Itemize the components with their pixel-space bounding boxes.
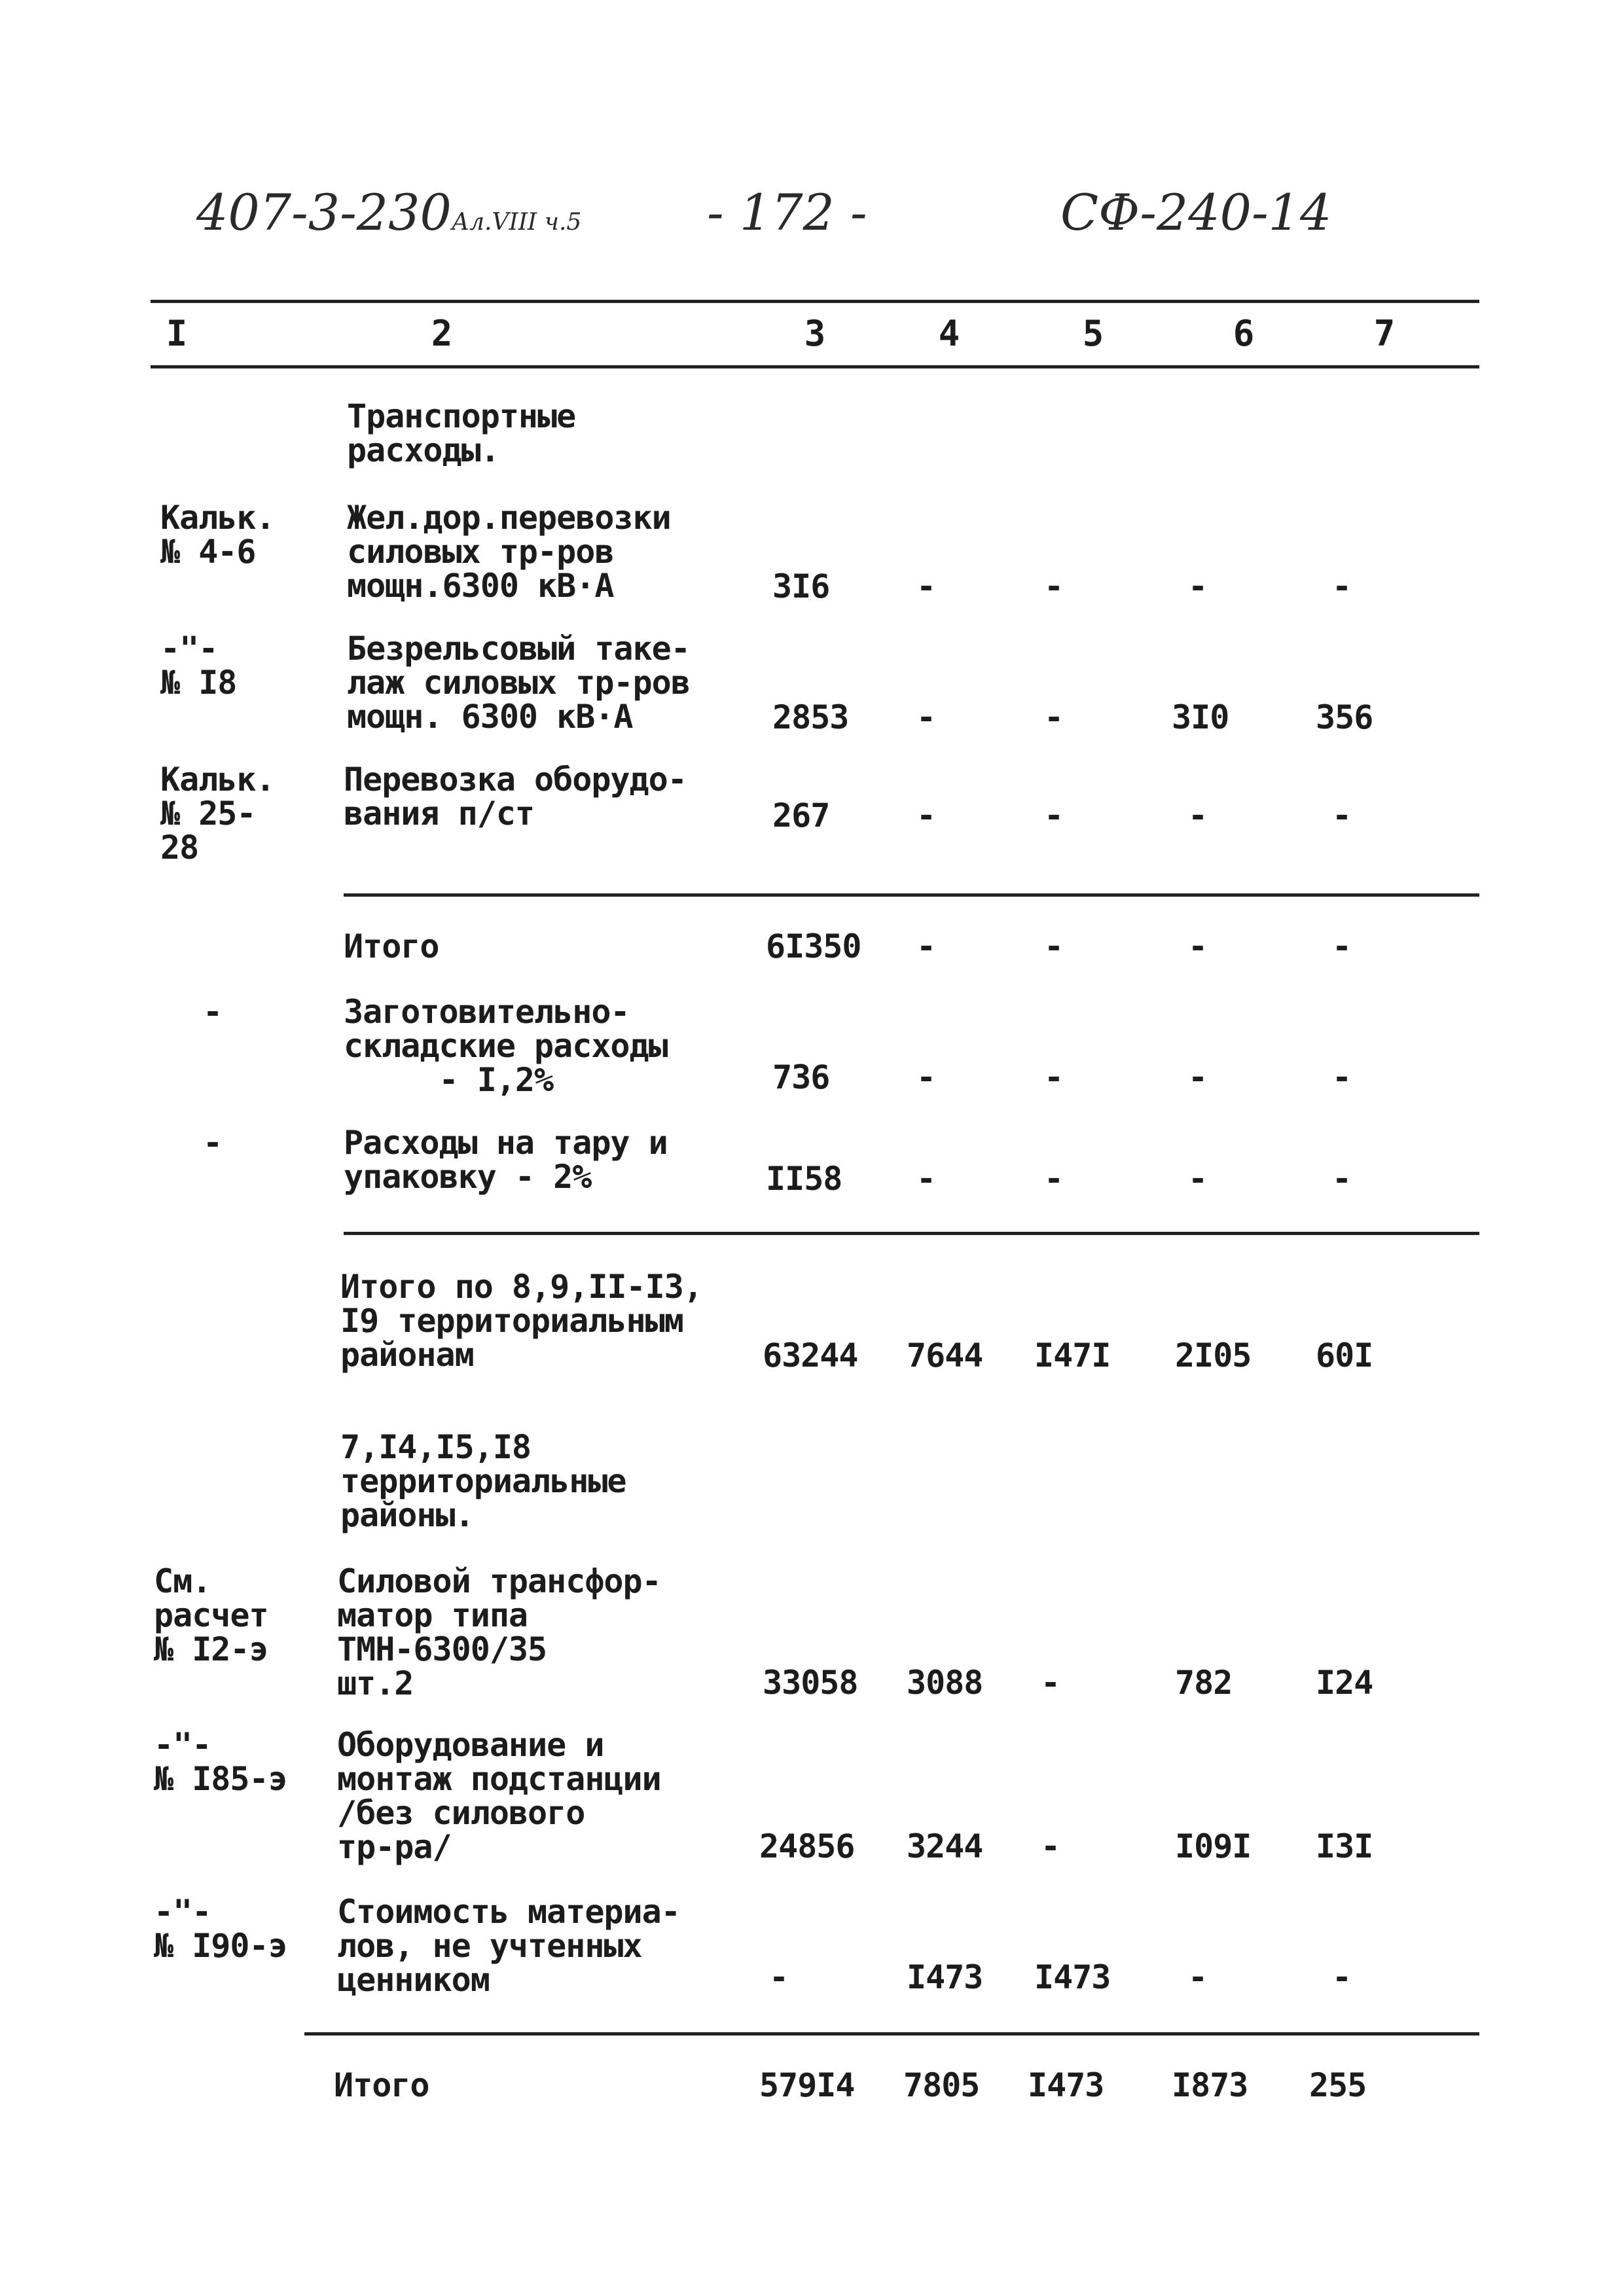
column-header-3: 3 (804, 313, 826, 354)
subtotal-rule-2 (344, 1232, 1479, 1235)
row-4-col4: - (916, 797, 936, 834)
row-5-col6: - (1188, 927, 1208, 965)
row-3-col7: 356 (1316, 698, 1373, 736)
row-12-col3: - (769, 1958, 789, 1996)
document-code (196, 183, 581, 242)
row-8-col6: 2I05 (1175, 1336, 1252, 1374)
row-13-col4: 7805 (903, 2066, 980, 2104)
row-12-reference: -"- № I90-э (154, 1893, 287, 1965)
page-number: - 172 - (707, 183, 867, 242)
row-13-col7: 255 (1309, 2066, 1367, 2104)
row-6-col4: - (916, 1058, 936, 1096)
row-3-col4: - (916, 698, 936, 736)
column-header-2: 2 (431, 313, 453, 354)
row-3-col6: 3I0 (1172, 698, 1229, 736)
column-header-1: I (166, 313, 188, 354)
row-12-col7: - (1332, 1958, 1352, 1996)
row-11-reference: -"- № I85-э (154, 1726, 287, 1798)
row-1-description: Транспортные расходы. (347, 397, 576, 469)
row-7-col5: - (1044, 1160, 1064, 1198)
row-12-col5: I473 (1034, 1958, 1111, 1996)
column-header-6: 6 (1233, 313, 1255, 354)
row-4-col3: 267 (772, 797, 830, 834)
row-6-col3: 736 (772, 1058, 830, 1096)
document-code-suffix: Ал.VIII ч.5 (451, 209, 582, 236)
row-9-description: 7,I4,I5,I8 территориальные районы. (340, 1428, 626, 1534)
row-8-col5: I47I (1034, 1336, 1111, 1374)
row-3-description: Безрельсовый таке- лаж силовых тр-ров мощн. 6300 кВ·А (347, 630, 690, 736)
row-6-description: Заготовительно- складские расходы - I,2% (344, 993, 668, 1099)
row-7-col4: - (916, 1160, 936, 1198)
header-bottom-rule (151, 365, 1479, 368)
sheet-code: СФ-240-14 (1060, 183, 1332, 242)
row-12-description: Стоимость материа- лов, не учтенных ценником (337, 1893, 680, 1999)
row-13-col6: I873 (1172, 2066, 1248, 2104)
row-10-description: Силовой трансфор- матор типа ТМН-6300/35 шт.2 (337, 1562, 661, 1702)
row-5-col7: - (1332, 927, 1352, 965)
row-10-col4: 3088 (907, 1664, 983, 1702)
row-7-reference: - (203, 1124, 223, 1162)
row-3-col3: 2853 (772, 698, 849, 736)
row-3-col5: - (1044, 698, 1064, 736)
row-4-description: Перевозка оборудо- вания п/ст (344, 761, 687, 833)
row-4-col7: - (1332, 797, 1352, 834)
row-13-description: Итого (334, 2066, 429, 2104)
row-11-description: Оборудование и монтаж подстанции /без силового тр-ра/ (337, 1726, 661, 1866)
row-5-description: Итого (344, 927, 439, 965)
row-2-col7: - (1332, 567, 1352, 605)
row-13-col3: 579I4 (759, 2066, 855, 2104)
row-2-col5: - (1044, 567, 1064, 605)
row-8-col4: 7644 (907, 1336, 983, 1374)
row-12-col6: - (1188, 1958, 1208, 1996)
row-10-col3: 33058 (763, 1664, 858, 1702)
row-2-description: Жел.дор.перевозки силовых тр-ров мощн.6300 кВ·А (347, 499, 671, 605)
document-code-main: 407-3-230 (196, 183, 452, 242)
row-11-col3: 24856 (759, 1827, 855, 1865)
column-header-4: 4 (938, 313, 960, 354)
row-7-col6: - (1188, 1160, 1208, 1198)
row-6-col5: - (1044, 1058, 1064, 1096)
column-header-5: 5 (1082, 313, 1104, 354)
row-11-col4: 3244 (907, 1827, 983, 1865)
row-8-col3: 63244 (763, 1336, 858, 1374)
row-8-description: Итого по 8,9,II-I3, I9 территориальным районам (340, 1268, 702, 1374)
row-6-reference: - (203, 993, 223, 1031)
row-10-col7: I24 (1316, 1664, 1373, 1702)
row-4-reference: Кальк. № 25- 28 (160, 761, 275, 867)
row-5-col5: - (1044, 927, 1064, 965)
row-6-col7: - (1332, 1058, 1352, 1096)
row-6-col6: - (1188, 1058, 1208, 1096)
row-5-col4: - (916, 927, 936, 965)
row-11-col6: I09I (1175, 1827, 1252, 1865)
row-10-col5: - (1041, 1664, 1060, 1702)
row-4-col6: - (1188, 797, 1208, 834)
row-2-reference: Кальк. № 4-6 (160, 499, 275, 571)
row-7-col7: - (1332, 1160, 1352, 1198)
row-5-col3: 6I350 (766, 927, 861, 965)
row-11-col7: I3I (1316, 1827, 1373, 1865)
row-4-col5: - (1044, 797, 1064, 834)
subtotal-rule-1 (344, 893, 1479, 897)
row-2-col6: - (1188, 567, 1208, 605)
column-header-7: 7 (1373, 313, 1396, 354)
row-2-col4: - (916, 567, 936, 605)
row-2-col3: 3I6 (772, 567, 830, 605)
row-8-col7: 60I (1316, 1336, 1373, 1374)
row-12-col4: I473 (907, 1958, 983, 1996)
row-10-reference: См. расчет № I2-э (154, 1562, 268, 1668)
row-7-col3: II58 (766, 1160, 842, 1198)
row-7-description: Расходы на тару и упаковку - 2% (344, 1124, 668, 1196)
table-top-rule (151, 300, 1479, 303)
row-3-reference: -"- № I8 (160, 630, 237, 702)
row-13-col5: I473 (1028, 2066, 1104, 2104)
row-10-col6: 782 (1175, 1664, 1233, 1702)
total-rule (304, 2032, 1479, 2036)
row-11-col5: - (1041, 1827, 1060, 1865)
